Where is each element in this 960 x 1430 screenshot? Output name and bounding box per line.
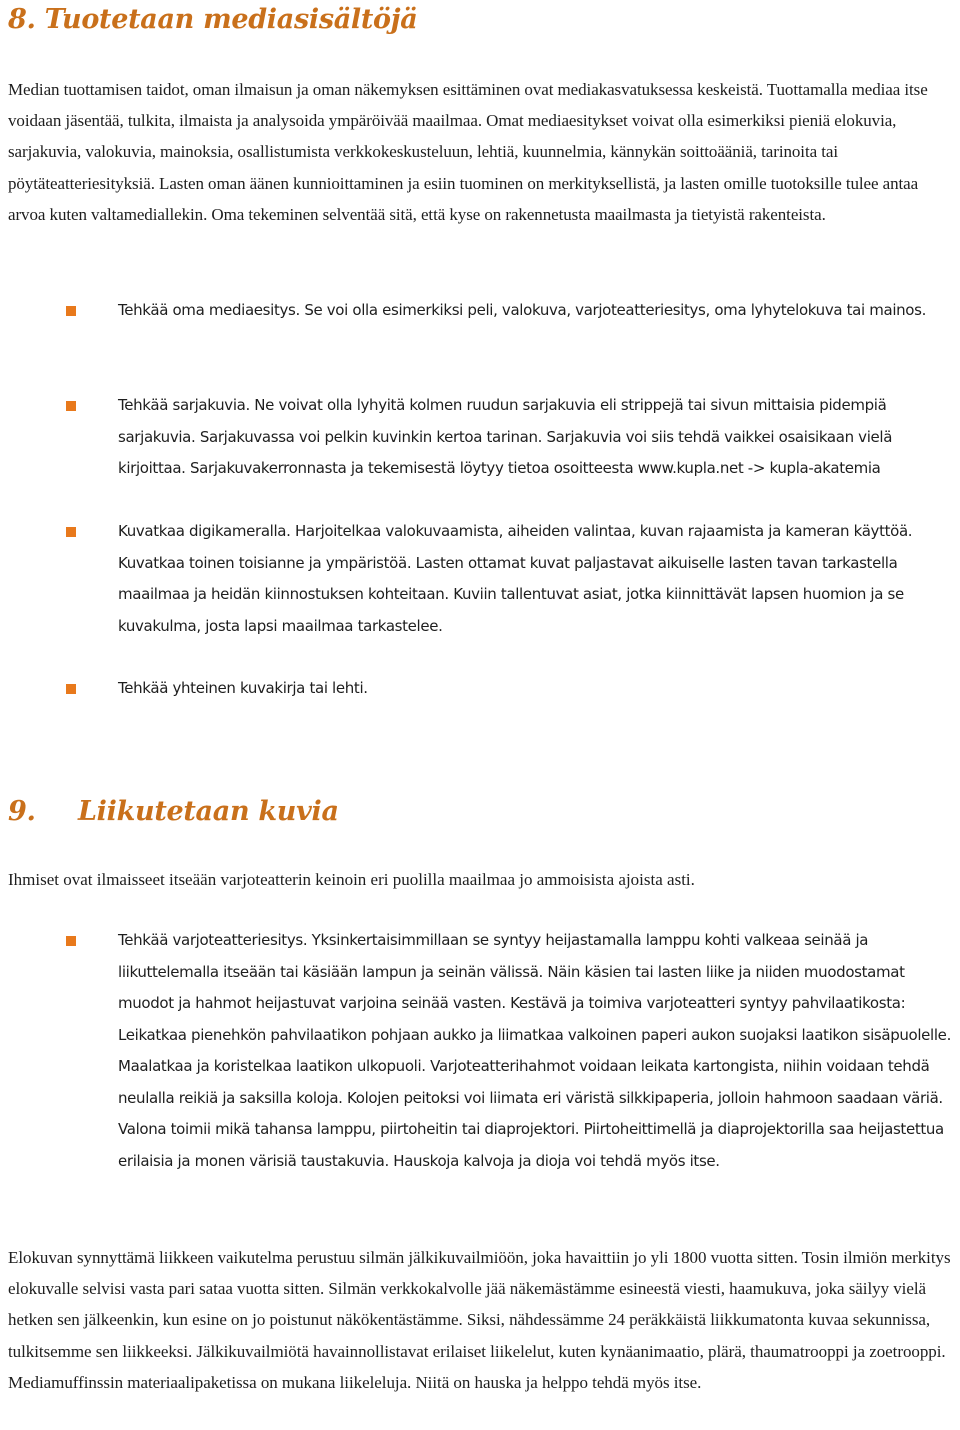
square-bullet-icon	[66, 684, 76, 694]
list-item-text: Kuvatkaa digikameralla. Harjoitelkaa valokuvaamista, aiheiden valintaa, kuvan rajaamista ja kameran käyttöä. Kuvatkaa toinen toisianne ja ympäristöä. Lasten ottamat kuvat paljastavat aikuiselle lasten tavan tarkastella maailmaa ja heidän kiinnostuksen kohteitaan. Kuviin tallentuvat asiat, jotka kiinnittävät lapsen huomion ja se kuvakulma, josta lapsi maailmaa tarkastelee.	[118, 522, 913, 635]
section-9-outro: Elokuvan synnyttämä liikkeen vaikutelma perustuu silmän jälkikuvailmiöön, joka havaittiin jo yli 1800 vuotta sitten. Tosin ilmiön merkitys elokuvalle selvisi vasta pari sataa vuotta sitten. Silmän verkkokalvolle jää näkemästämme esineestä viesti, haamukuva, joka säilyy vielä hetken sen jälkeenkin, kun esine on jo poistunut näkökentästämme. Siksi, nähdessämme 24 peräkkäistä liikkumatonta kuvaa sekunnissa, tulkitsemme sen liikkeeksi. Jälkikuvailmiötä havainnollistavat erilaiset liikelelut, kuten kynäanimaatio, plärä, thaumatrooppi ja zoetrooppi. Mediamuffinssin materiaalipaketissa on mukana liikeleluja. Niitä on hauska ja helppo tehdä myös itse.	[8, 1248, 951, 1392]
section-9-heading	[8, 796, 339, 827]
section-8-heading: 8. Tuotetaan mediasisältöjä	[8, 4, 418, 35]
square-bullet-icon	[66, 306, 76, 316]
list-item-text: Tehkää sarjakuvia. Ne voivat olla lyhyitä kolmen ruudun sarjakuvia eli strippejä tai sivun mittaisia pidempiä sarjakuvia. Sarjakuvassa voi pelkin kuvinkin kertoa tarinan. Sarjakuvia voi siis tehdä vaikkei osaisikaan vielä kirjoittaa. Sarjakuvakerronnasta ja tekemisestä löytyy tietoa osoitteesta www.kupla.net -> kupla-akatemia	[118, 396, 893, 477]
list-item-text: Tehkää yhteinen kuvakirja tai lehti.	[118, 679, 368, 697]
list-item-text: Tehkää varjoteatteriesitys. Yksinkertaisimmillaan se syntyy heijastamalla lamppu kohti valkeaa seinää ja liikuttelemalla itseään tai käsiään lampun ja seinän välissä. Näin käsien tai lasten liike ja niiden muodostamat muodot ja hahmot heijastuvat varjoina seinää vasten. Kestävä ja toimiva varjoteatteri syntyy pahvilaatikosta: Leikatkaa pienehkön pahvilaatikon pohjaan aukko ja liimatkaa valkoinen paperi aukon suojaksi laatikon sisäpuolelle. Maalatkaa ja koristelkaa laatikon ulkopuoli. Varjoteatterihahmot voidaan leikata kartongista, niihin voidaan tehdä neulalla reikiä ja saksilla koloja. Kolojen peitoksi voi liimata eri väristä silkkipaperia, jolloin hahmoon saadaan väriä. Valona toimii mikä tahansa lamppu, piirtoheitin tai diaprojektori. Piirtoheittimellä ja diaprojektorilla saa heijastettua erilaisia ja monen värisiä taustakuvia. Hauskoja kalvoja ja dioja voi tehdä myös itse.	[118, 931, 951, 1170]
section-8-intro: Median tuottamisen taidot, oman ilmaisun ja oman näkemyksen esittäminen ovat mediakasvatuksessa keskeistä. Tuottamalla mediaa itse voidaan jäsentää, tulkita, ilmaista ja analysoida ympäröivää maailmaa. Omat mediaesitykset voivat olla esimerkiksi pieniä elokuvia, sarjakuvia, valokuvia, mainoksia, osallistumista verkkokeskusteluun, lehtiä, kuunnelmia, kännykän soittoääniä, tarinoita tai pöytäteatteriesityksiä. Lasten oman äänen kunnioittaminen ja esiin tuominen on merkityksellistä, ja lasten omille tuotoksille tulee antaa arvoa kuten valtamediallekin. Oma tekeminen selventää sitä, että kyse on rakennetusta maailmasta ja tietyistä rakenteista.	[8, 80, 928, 224]
section-9-intro: Ihmiset ovat ilmaisseet itseään varjoteatterin keinoin eri puolilla maailmaa jo ammoisista ajoista asti.	[8, 870, 695, 889]
square-bullet-icon	[66, 401, 76, 411]
square-bullet-icon	[66, 527, 76, 537]
section-9-number: 9.	[8, 796, 36, 827]
section-9-title: Liikutetaan kuvia	[78, 796, 339, 827]
list-item-text: Tehkää oma mediaesitys. Se voi olla esimerkiksi peli, valokuva, varjoteatteriesitys, oma lyhytelokuva tai mainos.	[118, 301, 927, 319]
square-bullet-icon	[66, 936, 76, 946]
